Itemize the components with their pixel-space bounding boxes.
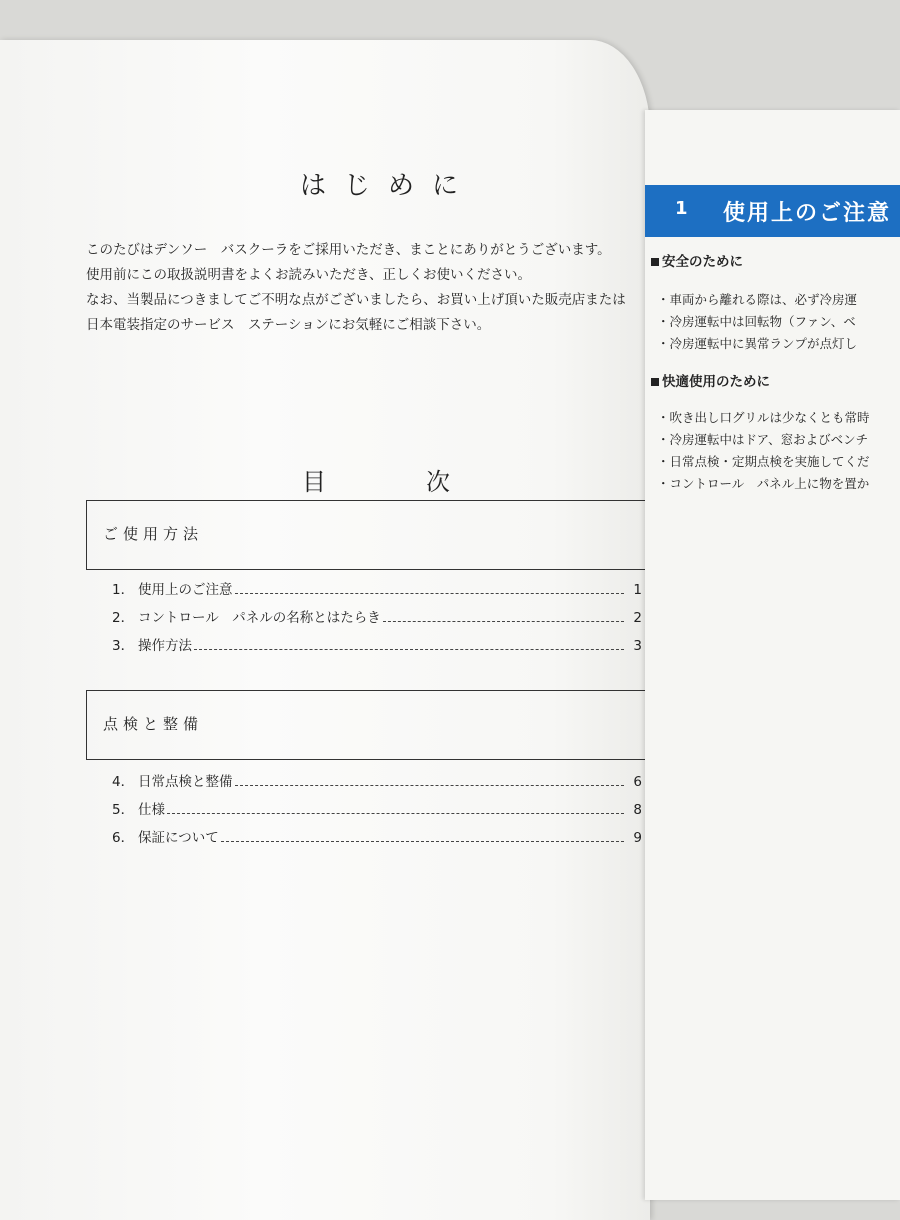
toc-section-heading: ご使用方法 — [103, 525, 204, 543]
toc-item-number: 2． — [112, 610, 135, 626]
toc-item-page: 1 — [633, 582, 642, 598]
toc-item-page: 6 — [633, 774, 642, 790]
toc-title: 目次 — [302, 468, 550, 496]
square-bullet-icon — [651, 378, 659, 386]
comfort-item: ・コントロール パネル上に物を置か — [657, 476, 870, 491]
toc-leader-dots — [235, 593, 625, 594]
toc-item-number: 3． — [112, 638, 135, 654]
comfort-item: ・冷房運転中はドア、窓およびベンチ — [657, 432, 869, 447]
toc-item-page: 9 — [633, 830, 642, 846]
left-page — [0, 40, 650, 1220]
toc-item-number: 1． — [112, 582, 135, 598]
right-page — [645, 110, 900, 1200]
toc-section-usage — [86, 500, 646, 570]
toc-item-page: 8 — [633, 802, 642, 818]
safety-item: ・冷房運転中に異常ランプが点灯し — [657, 336, 858, 351]
comfort-item: ・日常点検・定期点検を実施してくだ — [657, 454, 870, 469]
toc-item-label: 操作方法 — [138, 638, 192, 654]
toc-item — [112, 606, 642, 626]
toc-section-heading: 点検と整備 — [103, 715, 204, 733]
toc-section-maintenance — [86, 690, 646, 760]
toc-leader-dots — [235, 785, 625, 786]
chapter-title: 使用上のご注意 — [723, 201, 892, 226]
toc-item-label: 使用上のご注意 — [138, 582, 233, 598]
square-bullet-icon — [651, 258, 659, 266]
toc-leader-dots — [221, 841, 624, 842]
toc-item — [112, 826, 642, 846]
toc-item-number: 5． — [112, 802, 135, 818]
intro-line: なお、当製品につきましてご不明な点がございましたら、お買い上げ頂いた販売店または — [86, 292, 626, 308]
comfort-item: ・吹き出し口グリルは少なくとも常時 — [657, 410, 870, 425]
intro-title: はじめに — [300, 171, 477, 201]
toc-item — [112, 634, 642, 654]
toc-leader-dots — [383, 621, 624, 622]
toc-leader-dots — [194, 649, 624, 650]
comfort-heading-text: 快適使用のために — [662, 374, 770, 390]
toc-item-label: 仕様 — [138, 802, 165, 818]
intro-line: このたびはデンソー バスクーラをご採用いただき、まことにありがとうございます。 — [86, 242, 611, 258]
toc-leader-dots — [167, 813, 624, 814]
safety-item: ・冷房運転中は回転物（ファン、ベ — [657, 314, 856, 329]
toc-item-number: 4． — [112, 774, 135, 790]
toc-item-page: 2 — [633, 610, 642, 626]
toc-item-label: コントロール パネルの名称とはたらき — [138, 610, 381, 626]
chapter-number: 1 — [675, 198, 688, 219]
toc-item-number: 6． — [112, 830, 135, 846]
intro-paragraph — [86, 238, 650, 338]
intro-line: 日本電装指定のサービス ステーションにお気軽にご相談下さい。 — [86, 317, 491, 333]
comfort-heading — [651, 370, 770, 390]
safety-heading-text: 安全のために — [662, 254, 743, 270]
intro-line: 使用前にこの取扱説明書をよくお読みいただき、正しくお使いください。 — [86, 267, 531, 283]
toc-item — [112, 798, 642, 818]
safety-heading — [651, 250, 743, 270]
toc-item-page: 3 — [633, 638, 642, 654]
toc-item-label: 保証について — [138, 830, 219, 846]
toc-item-label: 日常点検と整備 — [138, 774, 233, 790]
toc-item — [112, 578, 642, 598]
toc-item — [112, 770, 642, 790]
safety-item: ・車両から離れる際は、必ず冷房運 — [657, 292, 858, 307]
chapter-banner — [645, 185, 900, 237]
